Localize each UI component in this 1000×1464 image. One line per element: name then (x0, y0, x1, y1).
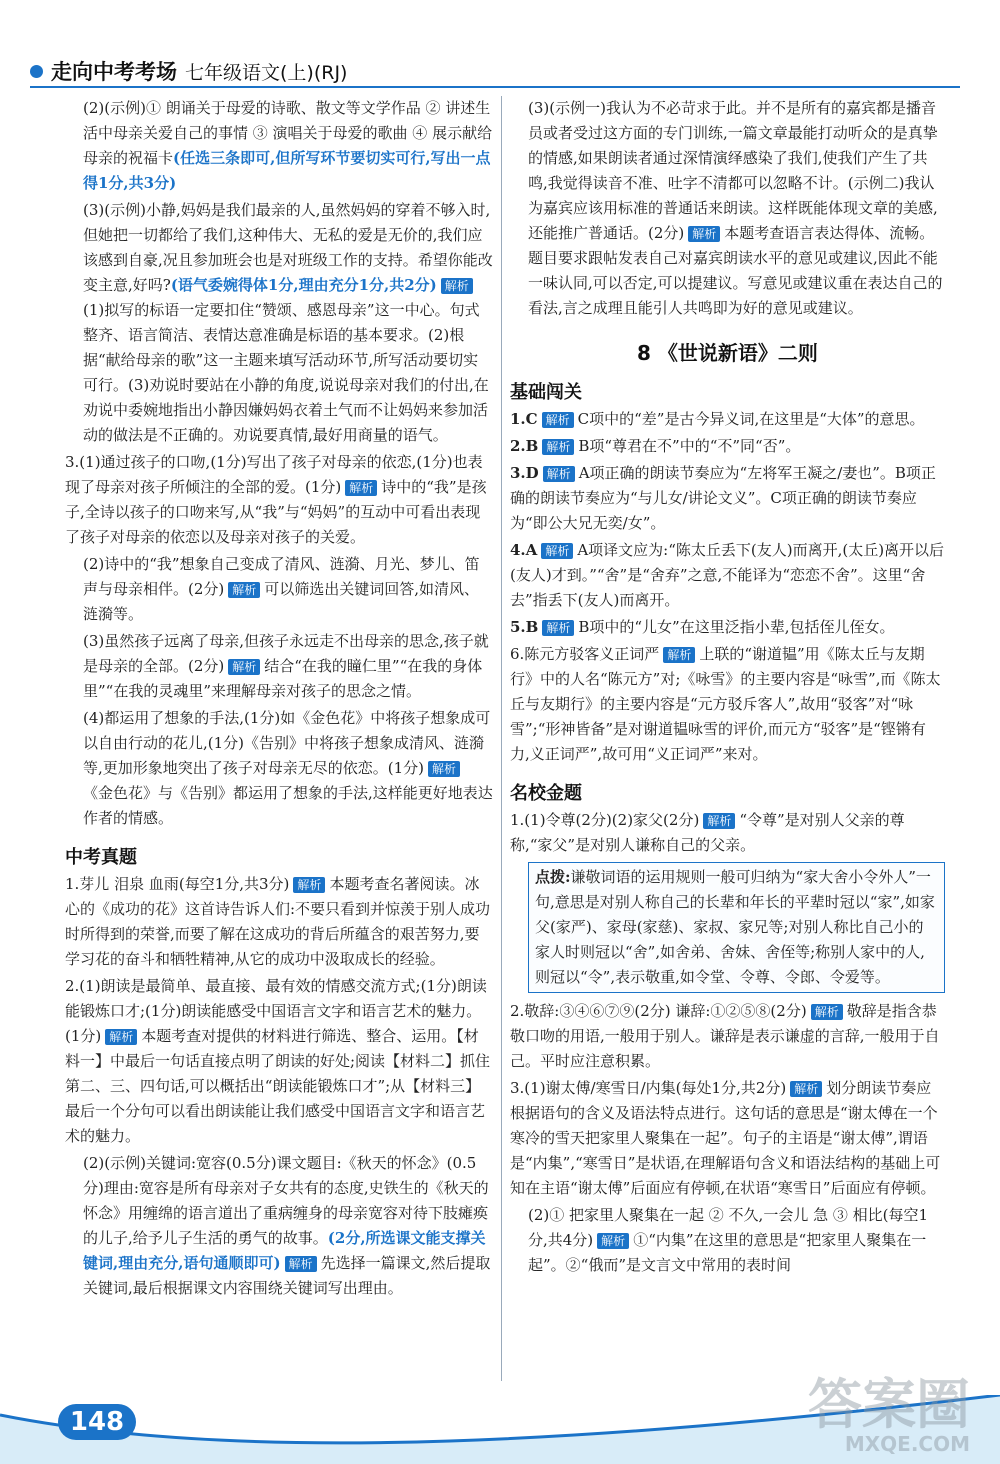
header-rule (30, 86, 960, 88)
book-title: 走向中考考场 (51, 60, 177, 84)
watermark-logo: 答案圈 (808, 1373, 970, 1436)
answer-text: (3)(示例)小静,妈妈是我们最亲的人,虽然妈妈的穿着不够入时,但她把一切都给了我们,这种伟大、无私的爱是无价的,我们应该感到自豪,况且参加班会也是对班级工作的支持。希望你能改变主意,好吗?(语气委婉得体1分,理由充分1分,共2分) 解析(1)拟写的标语一定要扣住“赞颂、感恩母亲”这一中心。句式整齐、语言简洁、表情达意准确是标语的基本要求。(2)根据“献给母亲的歌”这一主题来填写活动环节,所写活动要切实可行。(3)劝说时要站在小静的角度,说说母亲对我们的付出,在劝说中委婉地指出小静因嫌妈妈衣着土气而不让妈妈来参加活动的做法是不正确的。劝说要真情,最好用商量的语气。 (83, 201, 493, 444)
lesson-title: 8 《世说新语》二则 (637, 341, 818, 365)
answer-text: (2)① 把家里人聚集在一起 ② 不久,一会儿 急 ③ 相比(每空1分,共4分) 解析 ①“内集”在这里的意思是“把家里人聚集在一起”。②“俄而”是文言文中常用的表时间 (528, 1206, 929, 1274)
analysis-tag: 解析 (428, 761, 460, 777)
answer-text: 3.D 解析 A项正确的朗读节奏应为“左将军王凝之/妻也”。B项正确的朗读节奏应为“与儿女/讲论文义”。C项正确的朗读节奏应为“即公大兄无奕/女”。 (510, 464, 936, 532)
analysis-tag: 解析 (228, 659, 260, 675)
column-divider (501, 96, 502, 1381)
tip-box (528, 862, 945, 993)
analysis-tag: 解析 (597, 1233, 629, 1249)
answer-text: 1.芽儿 泪泉 血雨(每空1分,共3分) 解析 本题考查名著阅读。冰心的《成功的花》这首诗告诉人们:不要只看到并惊羡于别人成功时所得到的荣誉,而要了解在这成功的背后所蕴含的艰苦努力,要学习花的奋斗和牺牲精神,从它的成功中汲取成长的经验。 (65, 875, 491, 968)
answer-text: (2)(示例)关键词:宽容(0.5分)课文题目:《秋天的怀念》(0.5分)理由:宽容是所有母亲对子女共有的态度,史铁生的《秋天的怀念》用缠绵的语言道出了重病缠身的母亲宽容对待下肢瘫痪的儿子,给予儿子生活的勇气的故事。(2分,所选课文能支撑关键词,理由充分,语句通顺即可) 解析 先选择一篇课文,然后提取关键词,最后根据课文内容围绕关键词写出理由。 (83, 1154, 491, 1297)
section-heading: 名校金题 (510, 783, 582, 804)
analysis-tag: 解析 (543, 466, 575, 482)
answer-text: 2.B 解析 B项“尊君在不”中的“不”同“否”。 (510, 437, 801, 455)
answer-text: (2)(示例)① 朗诵关于母爱的诗歌、散文等文学作品 ② 讲述生活中母亲关爱自己的事情 ③ 演唱关于母爱的歌曲 ④ 展示献给母亲的祝福卡(任选三条即可,但所写环节要切实可行,写出一点得1分,共3分) (83, 99, 493, 192)
watermark (808, 1373, 970, 1456)
left-column (65, 96, 493, 1303)
answer-text: 3.(1)通过孩子的口吻,(1分)写出了孩子对母亲的依恋,(1分)也表现了母亲对孩子所倾注的全部的爱。(1分) 解析 诗中的“我”是孩子,全诗以孩子的口吻来写,从“我”与“妈妈”的互动中可看出表现了孩子对母亲的依恋以及母亲对孩子的关爱。 (65, 453, 487, 546)
answer-text: 6.陈元方驳客义正词严 解析 上联的“谢道韫”用《陈太丘与友期行》中的人名“陈元方”对;《咏雪》的主要内容是“咏雪”,而《陈太丘与友期行》的主要内容是“元方驳斥客人”,故用“驳客”对“咏雪”;“形神皆备”是对谢道韫咏雪的评价,而元方“驳客”是“铿锵有力,义正词严”,故可用“义正词严”来对。 (510, 645, 941, 763)
tip-text: 谦敬词语的运用规则一般可归纳为“家大舍小令外人”一句,意思是对别人称自己的长辈和年长的平辈时冠以“家”,如家父(家严)、家母(家慈)、家叔、家兄等;对别人称比自己小的家人时则冠以“舍”,如舍弟、舍妹、舍侄等;称别人家中的人,则冠以“令”,表示敬重,如令堂、令尊、令郎、令爱等。 (535, 868, 935, 986)
analysis-tag: 解析 (688, 226, 720, 242)
answer-text: 5.B 解析 B项中的“儿女”在这里泛指小辈,包括侄儿侄女。 (510, 618, 895, 636)
analysis-tag: 解析 (663, 647, 695, 663)
analysis-tag: 解析 (811, 1004, 843, 1020)
book-subtitle: 七年级语文(上)(RJ) (185, 61, 348, 84)
answer-text: 1.(1)令尊(2分)(2)家父(2分) 解析 “令尊”是对别人父亲的尊称,“家父”是对别人谦称自己的父亲。 (510, 811, 905, 854)
tip-label: 点拨: (535, 868, 571, 886)
analysis-tag: 解析 (542, 412, 574, 428)
answer-text: (4)都运用了想象的手法,(1分)如《金色花》中将孩子想象成可以自由行动的花儿,(1分)《告别》中将孩子想象成清风、涟漪等,更加形象地突出了孩子对母亲无尽的依恋。(1分) 解析《金色花》与《告别》都运用了想象的手法,这样能更好地表达作者的情感。 (83, 709, 493, 827)
section-heading: 基础闯关 (510, 382, 582, 403)
analysis-tag: 解析 (105, 1029, 137, 1045)
analysis-tag: 解析 (703, 813, 735, 829)
bullet-icon (30, 65, 43, 78)
right-column (510, 96, 945, 1280)
analysis-tag: 解析 (542, 439, 574, 455)
analysis-tag: 解析 (285, 1256, 317, 1272)
answer-text: (2)诗中的“我”想象自己变成了清风、涟漪、月光、梦儿、笛声与母亲相伴。(2分) 解析 可以筛选出关键词回答,如清风、涟漪等。 (83, 555, 480, 623)
analysis-tag: 解析 (228, 582, 260, 598)
answer-text: 2.(1)朗读是最简单、最直接、最有效的情感交流方式;(1分)朗读能锻炼口才;(1分)朗读能感受中国语言文字和语言艺术的魅力。(1分) 解析 本题考查对提供的材料进行筛选、整合、运用。【材料一】中最后一句话直接点明了朗读的好处;阅读【材料二】抓住第二、三、四句话,可以概括出“朗读能锻炼口才”;从【材料三】最后一个分句可以看出朗读能让我们感受中国语言文字和语言艺术的魅力。 (65, 977, 491, 1145)
answer-text: 2.敬辞:③④⑥⑦⑨(2分) 谦辞:①②⑤⑧(2分) 解析 敬辞是指含恭敬口吻的用语,一般用于别人。谦辞是表示谦虚的言辞,一般用于自己。平时应注意积累。 (510, 1002, 940, 1070)
analysis-tag: 解析 (293, 877, 325, 893)
answer-text: (3)虽然孩子远离了母亲,但孩子永远走不出母亲的思念,孩子就是母亲的全部。(2分) 解析 结合“在我的瞳仁里”“在我的身体里”“在我的灵魂里”来理解母亲对孩子的思念之情。 (83, 632, 489, 700)
analysis-tag: 解析 (441, 278, 473, 294)
section-heading: 中考真题 (65, 847, 137, 868)
answer-text: 4.A 解析 A项译文应为:“陈太丘丢下(友人)而离开,(太丘)离开以后(友人)才到。”“舍”是“舍弃”之意,不能译为“恋恋不舍”。这里“舍去”指丢下(友人)而离开。 (510, 541, 945, 609)
answer-text: (3)(示例一)我认为不必苛求于此。并不是所有的嘉宾都是播音员或者受过这方面的专门训练,一篇文章最能打动听众的是真挚的情感,如果朗读者通过深情演绎感染了我们,使我们产生了共鸣,我觉得读音不准、吐字不清都可以忽略不计。(示例二)我认为嘉宾应该用标准的普通话来朗读。这样既能体现文章的美感,还能推广普通话。(2分) 解析 本题考查语言表达得体、流畅。题目要求跟帖发表自己对嘉宾朗读水平的意见或建议,因此不能一味认同,可以否定,可以提建议。写意见或建议重在表达自己的看法,言之成理且能引人共鸣即为好的意见或建议。 (528, 99, 943, 317)
analysis-tag: 解析 (541, 543, 573, 559)
watermark-url: MXQE.COM (844, 1432, 970, 1456)
page-header (30, 56, 347, 86)
analysis-tag: 解析 (542, 620, 574, 636)
answer-text: 1.C 解析 C项中的“差”是古今异义词,在这里是“大体”的意思。 (510, 410, 925, 428)
page-number: 148 (58, 1404, 136, 1440)
answer-text: 3.(1)谢太傅/寒雪日/内集(每处1分,共2分) 解析 划分朗读节奏应根据语句的含义及语法特点进行。这句话的意思是“谢太傅在一个寒冷的雪天把家里人聚集在一起”。句子的主语是“谢太傅”,谓语是“内集”,“寒雪日”是状语,在理解语句含义和语法结构的基础上可知在主语“谢太傅”后面应有停顿,在状语“寒雪日”后面应有停顿。 (510, 1079, 941, 1197)
analysis-tag: 解析 (790, 1081, 822, 1097)
analysis-tag: 解析 (345, 480, 377, 496)
